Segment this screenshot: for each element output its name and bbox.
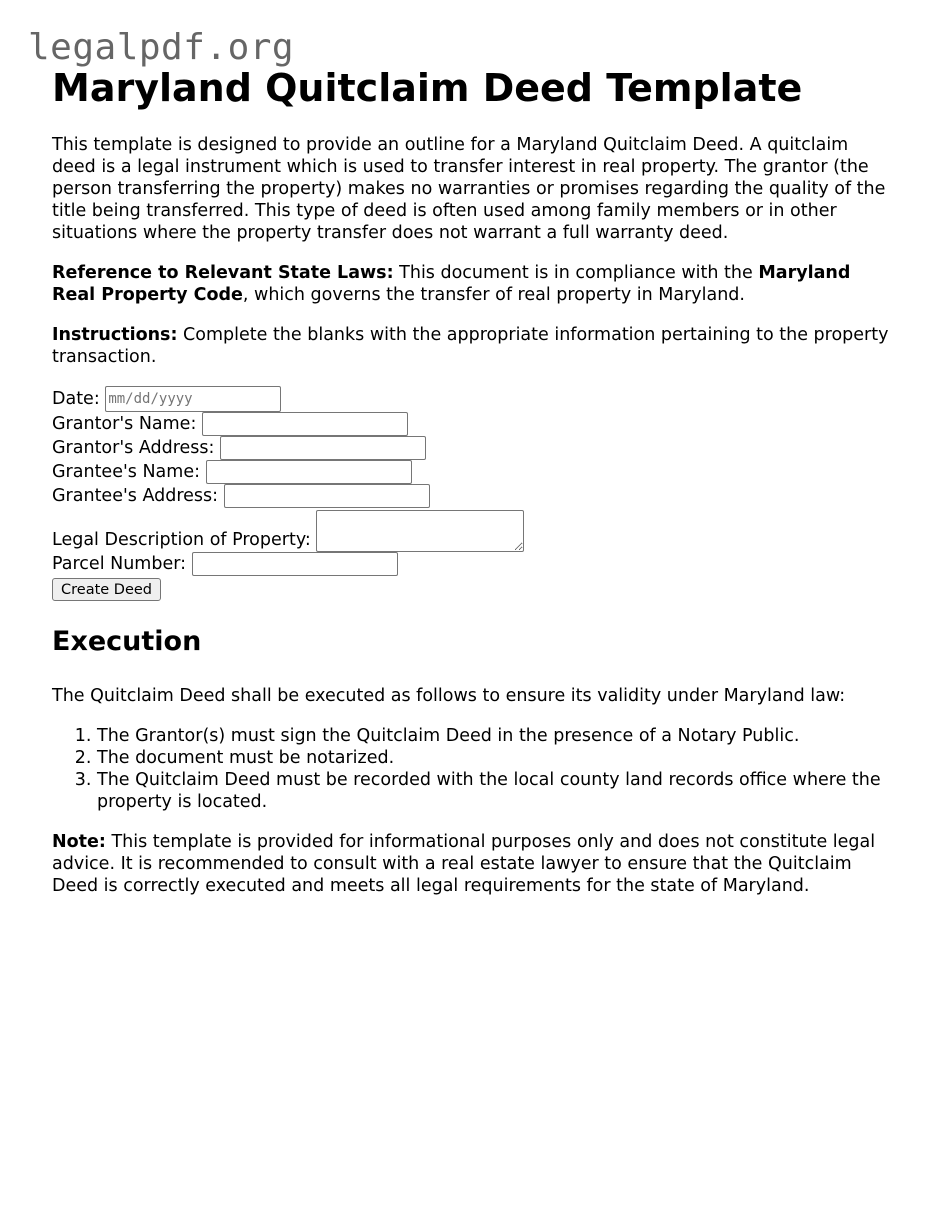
- execution-steps-list: [52, 725, 892, 813]
- intro-paragraph: This template is designed to provide an outline for a Maryland Quitclaim Deed. A quitclaim deed is a legal instrument which is used to transfer interest in real property. The grantor (the person transferring the property) makes no warranties or promises regarding the quality of the title being transferred. This type of deed is often used among family members or in other situations where the property transfer does not warrant a full warranty deed.: [52, 135, 886, 243]
- grantee-name-label: Grantee's Name:: [52, 462, 200, 482]
- date-label: Date:: [52, 389, 100, 409]
- instructions-label: Instructions:: [52, 325, 178, 345]
- date-input[interactable]: [105, 386, 281, 412]
- grantee-name-input[interactable]: [206, 460, 412, 484]
- state-laws-text-before: This document is in compliance with the: [393, 263, 759, 283]
- execution-step: 2. The document must be notarized.: [97, 747, 892, 769]
- grantor-address-label: Grantor's Address:: [52, 438, 215, 458]
- grantee-address-row: [52, 484, 892, 508]
- document-page: [52, 64, 892, 897]
- parcel-number-input[interactable]: [192, 552, 398, 576]
- grantor-name-input[interactable]: [202, 412, 408, 436]
- grantee-name-row: [52, 460, 892, 484]
- note-paragraph: [52, 831, 892, 897]
- execution-heading: Execution: [52, 626, 202, 657]
- date-row: [52, 386, 892, 412]
- legal-description-label: Legal Description of Property:: [52, 530, 311, 550]
- note-text: This template is provided for informational purposes only and does not constitute legal advice. It is recommended to consult with a real estate lawyer to ensure that the Quitclaim Deed is correctly executed and meets all legal requirements for the state of Maryland.: [52, 832, 876, 896]
- execution-step: 3. The Quitclaim Deed must be recorded with the local county land records office where the property is located.: [97, 769, 892, 813]
- grantor-name-row: [52, 412, 892, 436]
- instructions-paragraph: [52, 324, 892, 368]
- state-laws-paragraph: [52, 262, 892, 306]
- grantor-address-input[interactable]: [220, 436, 426, 460]
- parcel-number-label: Parcel Number:: [52, 554, 187, 574]
- grantor-name-label: Grantor's Name:: [52, 414, 197, 434]
- grantee-address-input[interactable]: [224, 484, 430, 508]
- watermark: legalpdf.org: [28, 27, 295, 68]
- page-title: Maryland Quitclaim Deed Template: [52, 66, 803, 110]
- property-code-name: Maryland Real Property Code: [52, 263, 851, 305]
- legal-description-textarea[interactable]: [316, 510, 524, 552]
- execution-intro: The Quitclaim Deed shall be executed as follows to ensure its validity under Maryland law:: [52, 686, 846, 706]
- legal-description-row: [52, 510, 892, 552]
- create-deed-button[interactable]: Create Deed: [52, 578, 161, 601]
- parcel-number-row: [52, 552, 892, 576]
- deed-form: [52, 386, 892, 601]
- note-label: Note:: [52, 832, 106, 852]
- state-laws-label: Reference to Relevant State Laws:: [52, 263, 394, 283]
- execution-step: 1. The Grantor(s) must sign the Quitclaim Deed in the presence of a Notary Public.: [97, 725, 892, 747]
- grantee-address-label: Grantee's Address:: [52, 486, 219, 506]
- instructions-text: Complete the blanks with the appropriate information pertaining to the property transaction.: [52, 325, 889, 367]
- state-laws-text-after: , which governs the transfer of real property in Maryland.: [242, 285, 745, 305]
- grantor-address-row: [52, 436, 892, 460]
